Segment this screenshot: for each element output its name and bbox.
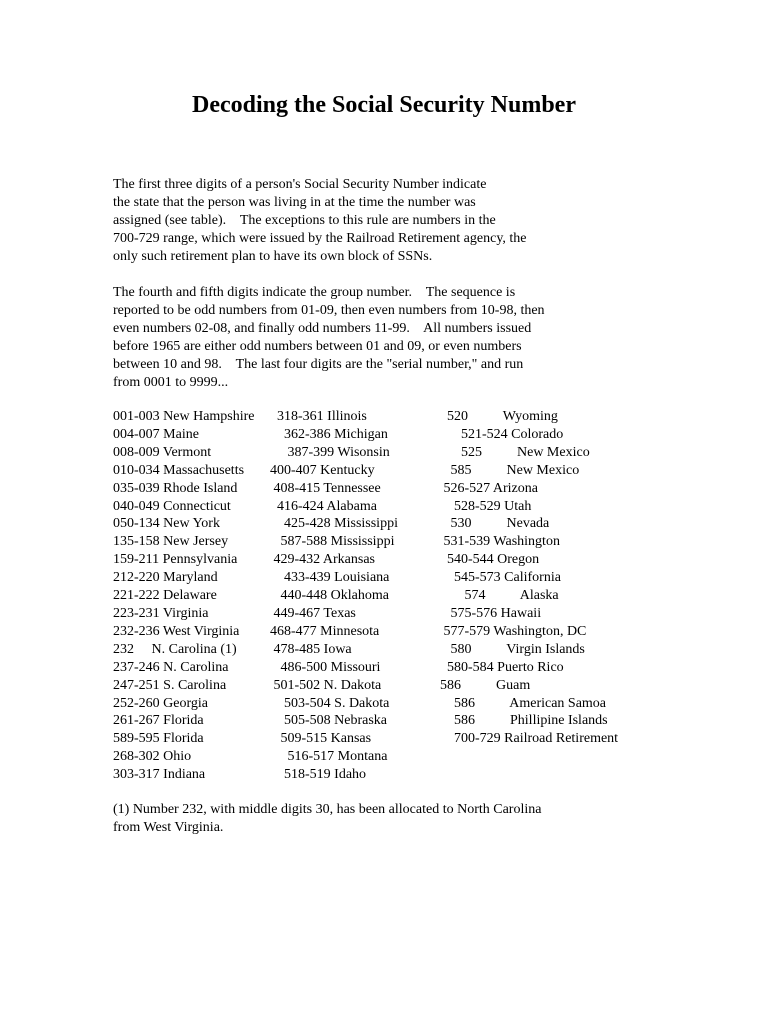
ssn-table-column-1 xyxy=(113,408,255,784)
table-row: 001-003 New Hampshire xyxy=(113,409,255,424)
table-row: 318-361 Illinois xyxy=(270,409,367,424)
table-row: 530 Nevada xyxy=(440,516,550,532)
table-row: 587-588 Mississippi xyxy=(270,534,395,550)
table-row: 589-595 Florida xyxy=(113,731,204,747)
table-row: 425-428 Mississippi xyxy=(270,516,398,532)
table-row: 408-415 Tennessee xyxy=(270,480,381,496)
table-row: 700-729 Railroad Retirement xyxy=(440,731,619,747)
table-row: 580 Virgin Islands xyxy=(440,641,585,657)
table-row: 586 American Samoa xyxy=(440,695,607,711)
table-row: 268-302 Ohio xyxy=(113,749,192,765)
table-row: 521-524 Colorado xyxy=(440,426,564,442)
paragraph-line: The first three digits of a person's Social Security Number indicate xyxy=(113,177,487,192)
table-row: 252-260 Georgia xyxy=(113,695,208,711)
ssn-table-column-3 xyxy=(440,408,618,748)
table-row: 577-579 Washington, DC xyxy=(440,623,587,639)
table-row: 040-049 Connecticut xyxy=(113,498,231,514)
table-row: 247-251 S. Carolina xyxy=(113,677,227,693)
table-row: 518-519 Idaho xyxy=(270,767,367,783)
table-row: 303-317 Indiana xyxy=(113,767,206,783)
table-row: 486-500 Missouri xyxy=(270,659,381,675)
table-row: 008-009 Vermont xyxy=(113,444,212,460)
paragraph-line: The fourth and fifth digits indicate the group number. The sequence is xyxy=(113,285,516,300)
table-row: 449-467 Texas xyxy=(270,605,356,621)
paragraph-line: reported to be odd numbers from 01-09, then even numbers from 10-98, then xyxy=(113,303,545,318)
table-row: 478-485 Iowa xyxy=(270,641,352,657)
footnote xyxy=(113,801,713,837)
table-row: 433-439 Louisiana xyxy=(270,570,390,586)
table-row: 400-407 Kentucky xyxy=(270,462,375,478)
table-row: 580-584 Puerto Rico xyxy=(440,659,564,675)
table-row: 416-424 Alabama xyxy=(270,498,377,514)
table-row: 387-399 Wisonsin xyxy=(270,444,390,460)
paragraph-line: from 0001 to 9999... xyxy=(113,375,229,390)
paragraph-line: only such retirement plan to have its own block of SSNs. xyxy=(113,249,433,264)
table-row: 540-544 Oregon xyxy=(440,552,540,568)
table-row: 223-231 Virginia xyxy=(113,605,209,621)
table-row: 516-517 Montana xyxy=(270,749,388,765)
group-number-paragraph xyxy=(113,284,713,392)
table-row: 531-539 Washington xyxy=(440,534,560,550)
table-row: 574 Alaska xyxy=(440,588,559,604)
footnote-line: from West Virginia. xyxy=(113,820,224,835)
paragraph-line: the state that the person was living in at the time the number was xyxy=(113,195,476,210)
table-row: 261-267 Florida xyxy=(113,713,204,729)
table-row: 526-527 Arizona xyxy=(440,480,538,496)
table-row: 505-508 Nebraska xyxy=(270,713,388,729)
table-row: 221-222 Delaware xyxy=(113,588,217,604)
table-row: 004-007 Maine xyxy=(113,426,199,442)
table-row: 159-211 Pennsylvania xyxy=(113,552,238,568)
paragraph-line: assigned (see table). The exceptions to this rule are numbers in the xyxy=(113,213,496,228)
table-row: 503-504 S. Dakota xyxy=(270,695,390,711)
paragraph-line: even numbers 02-08, and finally odd numbers 11-99. All numbers issued xyxy=(113,321,532,336)
document-title: Decoding the Social Security Number xyxy=(192,92,576,118)
table-row: 232 N. Carolina (1) xyxy=(113,641,237,657)
paragraph-line: between 10 and 98. The last four digits are the "serial number," and run xyxy=(113,357,524,372)
table-row: 135-158 New Jersey xyxy=(113,534,229,550)
table-row: 440-448 Oklahoma xyxy=(270,588,389,604)
table-row: 575-576 Hawaii xyxy=(440,605,542,621)
table-row: 010-034 Massachusetts xyxy=(113,462,245,478)
intro-paragraph xyxy=(113,176,713,266)
paragraph-line: 700-729 range, which were issued by the Railroad Retirement agency, the xyxy=(113,231,527,246)
paragraph-line: before 1965 are either odd numbers between 01 and 09, or even numbers xyxy=(113,339,522,354)
table-row: 362-386 Michigan xyxy=(270,426,388,442)
table-row: 509-515 Kansas xyxy=(270,731,372,747)
table-row: 528-529 Utah xyxy=(440,498,532,514)
table-row: 237-246 N. Carolina xyxy=(113,659,229,675)
ssn-table-column-2 xyxy=(270,408,398,784)
table-row: 501-502 N. Dakota xyxy=(270,677,382,693)
table-row: 586 Phillipine Islands xyxy=(440,713,608,729)
footnote-line: (1) Number 232, with middle digits 30, has been allocated to North Carolina xyxy=(113,802,542,817)
table-row: 429-432 Arkansas xyxy=(270,552,375,568)
table-row: 232-236 West Virginia xyxy=(113,623,240,639)
table-row: 525 New Mexico xyxy=(440,444,590,460)
table-row: 520 Wyoming xyxy=(440,409,558,424)
table-row: 050-134 New York xyxy=(113,516,220,532)
table-row: 035-039 Rhode Island xyxy=(113,480,238,496)
table-row: 545-573 California xyxy=(440,570,561,586)
table-row: 586 Guam xyxy=(440,677,531,693)
table-row: 585 New Mexico xyxy=(440,462,580,478)
table-row: 468-477 Minnesota xyxy=(270,623,380,639)
table-row: 212-220 Maryland xyxy=(113,570,218,586)
